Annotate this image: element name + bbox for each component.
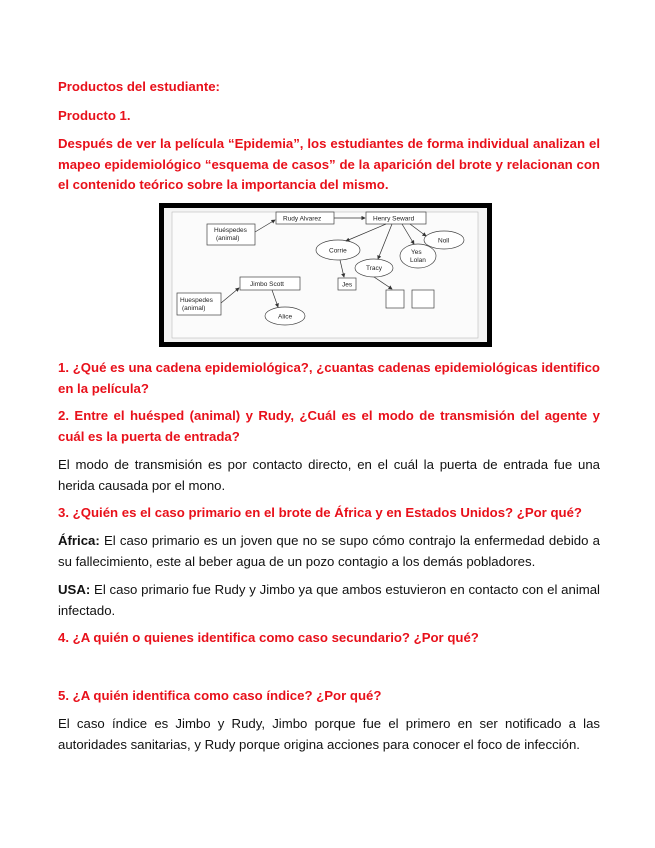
diagram-canvas: [164, 208, 487, 342]
node-noll-label: Noll: [438, 237, 450, 245]
node-yes-lolan: [400, 244, 436, 268]
answer-3-usa: [58, 580, 600, 621]
node-jes-label: Jes: [342, 281, 353, 289]
question-2: 2. Entre el huésped (animal) y Rudy, ¿Cuál es el modo de transmisión del agente y cuál es la puerta de entrada?: [58, 408, 600, 444]
node-rudy-label: Rudy Alvarez: [283, 215, 322, 223]
question-4: 4. ¿A quién o quienes identifica como caso secundario? ¿Por qué?: [58, 630, 479, 645]
node-huespedes-2-line1: Huespedes: [180, 297, 213, 304]
answer-3-usa-text: El caso primario fue Rudy y Jimbo ya que ambos estuvieron en contacto con el animal infectado.: [58, 582, 600, 618]
node-corrie-label: Corrie: [329, 247, 347, 255]
node-tracy-label: Tracy: [366, 265, 383, 272]
node-huespedes-1-line1: Huéspedes: [214, 227, 247, 234]
answer-5: El caso índice es Jimbo y Rudy, Jimbo porque fue el primero en ser notificado a las autoridades sanitarias, y Rudy porque origina acciones para conocer el foco de infección.: [58, 716, 600, 752]
answer-2: El modo de transmisión es por contacto directo, en el cuál la puerta de entrada fue una herida causada por el mono.: [58, 457, 600, 493]
answer-3-africa: [58, 531, 600, 572]
node-jimbo-label: Jimbo Scott: [250, 281, 284, 288]
node-huespedes-1-line2: (animal): [216, 235, 240, 242]
node-empty-1: [386, 290, 404, 308]
question-3: 3. ¿Quién es el caso primario en el brote de África y en Estados Unidos? ¿Por qué?: [58, 505, 582, 520]
product-label: Producto 1.: [58, 108, 131, 123]
question-5: 5. ¿A quién identifica como caso índice? ¿Por qué?: [58, 688, 382, 703]
node-yes-lolan-line2: Lolan: [410, 257, 426, 264]
question-1: 1. ¿Qué es una cadena epidemiológica?, ¿cuantas cadenas epidemiológicas identifico en la película?: [58, 360, 600, 396]
product-intro: Después de ver la película “Epidemia”, los estudiantes de forma individual analizan el mapeo epidemiológico “esquema de casos” de la aparición del brote y relacionan con el contenido teórico sobre la importancia del mismo.: [58, 136, 600, 192]
node-yes-lolan-line1: Yes: [411, 249, 422, 256]
node-alice-label: Alice: [278, 313, 293, 321]
node-huespedes-2-line2: (animal): [182, 305, 206, 312]
node-henry-label: Henry Seward: [373, 215, 415, 223]
node-empty-2: [412, 290, 434, 308]
answer-3-africa-text: El caso primario es un joven que no se supo cómo contrajo la enfermedad debido a su fallecimiento, este al beber agua de un pozo contagio a los demás pobladores.: [58, 533, 600, 569]
answer-3-africa-label: África:: [58, 533, 100, 548]
section-heading: Productos del estudiante:: [58, 79, 220, 94]
answer-3-usa-label: USA:: [58, 582, 91, 597]
epidemiological-diagram: [159, 203, 492, 347]
